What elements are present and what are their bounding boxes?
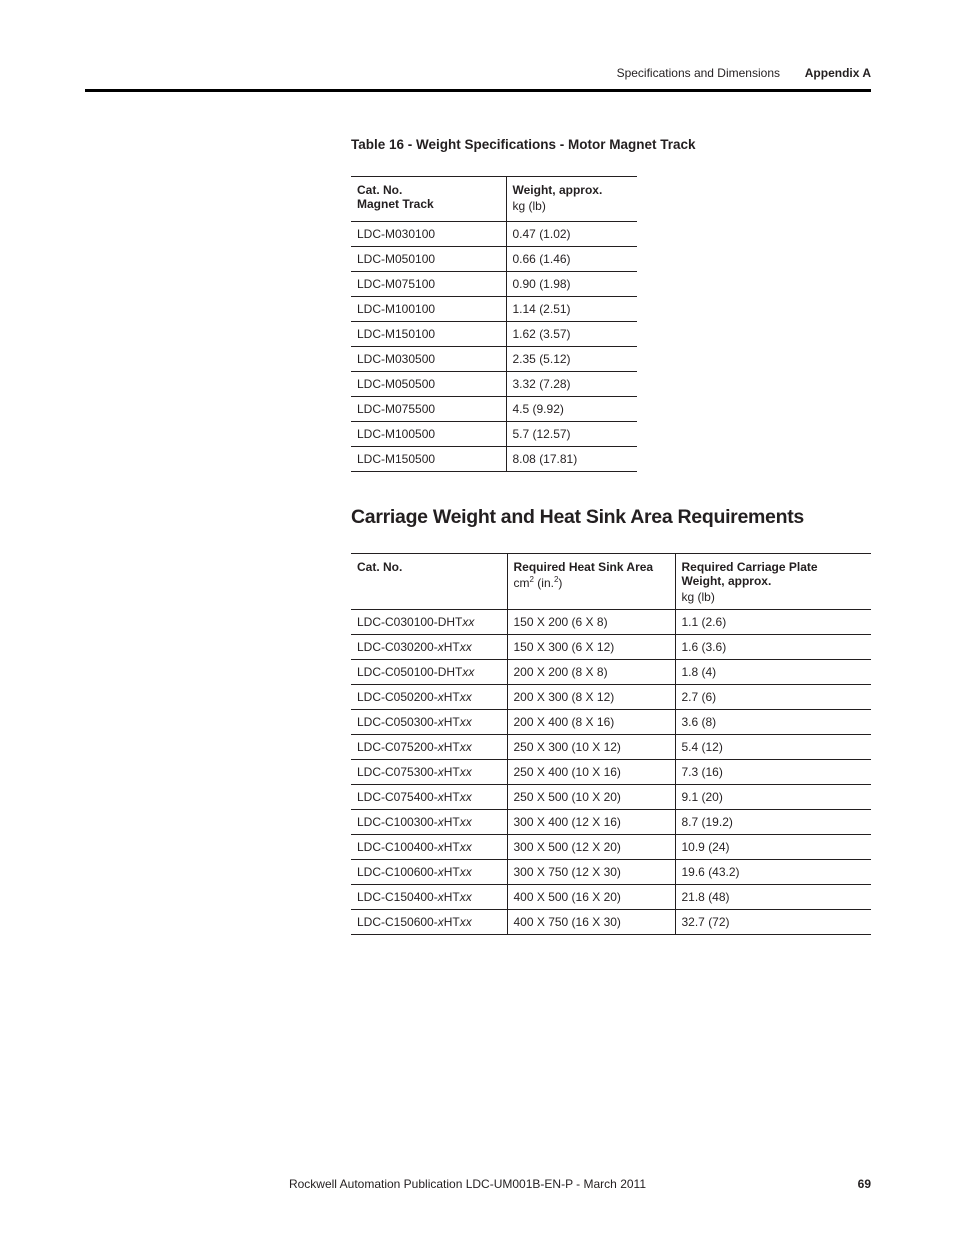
header-weight: Weight, approx. kg (lb) xyxy=(506,177,637,222)
cell-cat-no: LDC-M050500 xyxy=(351,372,506,397)
table-header-row xyxy=(351,177,637,222)
cell-weight: 0.47 (1.02) xyxy=(506,222,637,247)
cell-carriage-weight: 5.4 (12) xyxy=(675,735,871,760)
cell-cat-no: LDC-M075100 xyxy=(351,272,506,297)
cell-carriage-weight: 2.7 (6) xyxy=(675,685,871,710)
cell-heat-sink-area: 300 X 500 (12 X 20) xyxy=(507,835,675,860)
cell-cat-no: LDC-C050200-xHTxx xyxy=(351,685,507,710)
cell-cat-no: LDC-M030100 xyxy=(351,222,506,247)
cell-cat-no: LDC-M100500 xyxy=(351,422,506,447)
cell-cat-no: LDC-C150400-xHTxx xyxy=(351,885,507,910)
publication-info: Rockwell Automation Publication LDC-UM001B-EN-P - March 2011 xyxy=(288,1177,646,1191)
header-heat-sink-area: Required Heat Sink Area $cm^2$ (in.$^2$) xyxy=(507,554,675,610)
cell-cat-no: LDC-C075400-xHTxx xyxy=(351,785,507,810)
table-row xyxy=(351,735,871,760)
cell-weight: 0.90 (1.98) xyxy=(506,272,637,297)
cell-cat-no: LDC-C030100-DHTxx xyxy=(351,610,507,635)
cell-weight: 1.62 (3.57) xyxy=(506,322,637,347)
table-row xyxy=(351,660,871,685)
cell-carriage-weight: 1.6 (3.6) xyxy=(675,635,871,660)
table-row xyxy=(351,835,871,860)
cell-weight: 3.32 (7.28) xyxy=(506,372,637,397)
cell-cat-no: LDC-C100400-xHTxx xyxy=(351,835,507,860)
cell-weight: 8.08 (17.81) xyxy=(506,447,637,472)
table-row xyxy=(351,297,637,322)
cell-cat-no: LDC-C100300-xHTxx xyxy=(351,810,507,835)
cell-cat-no: LDC-C075200-xHTxx xyxy=(351,735,507,760)
table-row xyxy=(351,347,637,372)
cell-heat-sink-area: 200 X 200 (8 X 8) xyxy=(507,660,675,685)
cell-carriage-weight: 19.6 (43.2) xyxy=(675,860,871,885)
cell-heat-sink-area: 250 X 500 (10 X 20) xyxy=(507,785,675,810)
table-row xyxy=(351,635,871,660)
page-header xyxy=(85,66,871,82)
header-carriage-plate-weight: Required Carriage Plate Weight, approx. kg (lb) xyxy=(675,554,871,610)
header-rule xyxy=(85,89,871,92)
cell-weight: 5.7 (12.57) xyxy=(506,422,637,447)
table-row xyxy=(351,785,871,810)
table-row xyxy=(351,610,871,635)
table-row xyxy=(351,910,871,935)
cell-cat-no: LDC-M100100 xyxy=(351,297,506,322)
cell-cat-no: LDC-C030200-xHTxx xyxy=(351,635,507,660)
table-row xyxy=(351,397,637,422)
table-header-row xyxy=(351,554,871,610)
header-section-title: Specifications and Dimensions xyxy=(616,66,780,80)
cell-cat-no: LDC-C050300-xHTxx xyxy=(351,710,507,735)
table-row xyxy=(351,372,637,397)
cell-carriage-weight: 7.3 (16) xyxy=(675,760,871,785)
cell-heat-sink-area: 150 X 200 (6 X 8) xyxy=(507,610,675,635)
cell-weight: 0.66 (1.46) xyxy=(506,247,637,272)
carriage-weight-table xyxy=(351,553,871,935)
cell-heat-sink-area: 300 X 750 (12 X 30) xyxy=(507,860,675,885)
page-footer xyxy=(85,1177,871,1193)
section-heading: Carriage Weight and Heat Sink Area Requirements xyxy=(351,506,804,528)
heat-sink-unit: $cm^2$ (in.$^2$) xyxy=(513,575,563,590)
cell-carriage-weight: 8.7 (19.2) xyxy=(675,810,871,835)
table16-caption: Table 16 - Weight Specifications - Motor Magnet Track xyxy=(351,137,696,152)
cell-cat-no: LDC-M150500 xyxy=(351,447,506,472)
header-cat-no: Cat. No. Magnet Track xyxy=(351,177,506,222)
table-row xyxy=(351,447,637,472)
table-row xyxy=(351,422,637,447)
cell-heat-sink-area: 400 X 750 (16 X 30) xyxy=(507,910,675,935)
cell-carriage-weight: 3.6 (8) xyxy=(675,710,871,735)
table-row xyxy=(351,322,637,347)
header-appendix-label: Appendix A xyxy=(804,66,871,80)
cell-carriage-weight: 21.8 (48) xyxy=(675,885,871,910)
table-row xyxy=(351,247,637,272)
cell-cat-no: LDC-C075300-xHTxx xyxy=(351,760,507,785)
table-row xyxy=(351,860,871,885)
cell-cat-no: LDC-M150100 xyxy=(351,322,506,347)
cell-cat-no: LDC-C150600-xHTxx xyxy=(351,910,507,935)
cell-heat-sink-area: 250 X 400 (10 X 16) xyxy=(507,760,675,785)
cell-weight: 4.5 (9.92) xyxy=(506,397,637,422)
cell-weight: 2.35 (5.12) xyxy=(506,347,637,372)
cell-cat-no: LDC-M030500 xyxy=(351,347,506,372)
table-row xyxy=(351,810,871,835)
cell-heat-sink-area: 200 X 300 (8 X 12) xyxy=(507,685,675,710)
cell-weight: 1.14 (2.51) xyxy=(506,297,637,322)
cell-carriage-weight: 1.8 (4) xyxy=(675,660,871,685)
cell-cat-no: LDC-C050100-DHTxx xyxy=(351,660,507,685)
cell-heat-sink-area: 300 X 400 (12 X 16) xyxy=(507,810,675,835)
cell-carriage-weight: 10.9 (24) xyxy=(675,835,871,860)
cell-carriage-weight: 9.1 (20) xyxy=(675,785,871,810)
table-row xyxy=(351,760,871,785)
cell-heat-sink-area: 400 X 500 (16 X 20) xyxy=(507,885,675,910)
cell-heat-sink-area: 250 X 300 (10 X 12) xyxy=(507,735,675,760)
cell-cat-no: LDC-C100600-xHTxx xyxy=(351,860,507,885)
page-number: 69 xyxy=(857,1177,871,1191)
cell-cat-no: LDC-M075500 xyxy=(351,397,506,422)
cell-heat-sink-area: 150 X 300 (6 X 12) xyxy=(507,635,675,660)
table-row xyxy=(351,222,637,247)
cell-heat-sink-area: 200 X 400 (8 X 16) xyxy=(507,710,675,735)
table-row xyxy=(351,685,871,710)
cell-cat-no: LDC-M050100 xyxy=(351,247,506,272)
header-cat-no: Cat. No. xyxy=(351,554,507,610)
table-row xyxy=(351,885,871,910)
cell-carriage-weight: 32.7 (72) xyxy=(675,910,871,935)
table-row xyxy=(351,272,637,297)
cell-carriage-weight: 1.1 (2.6) xyxy=(675,610,871,635)
magnet-track-weight-table xyxy=(351,176,637,472)
table-row xyxy=(351,710,871,735)
